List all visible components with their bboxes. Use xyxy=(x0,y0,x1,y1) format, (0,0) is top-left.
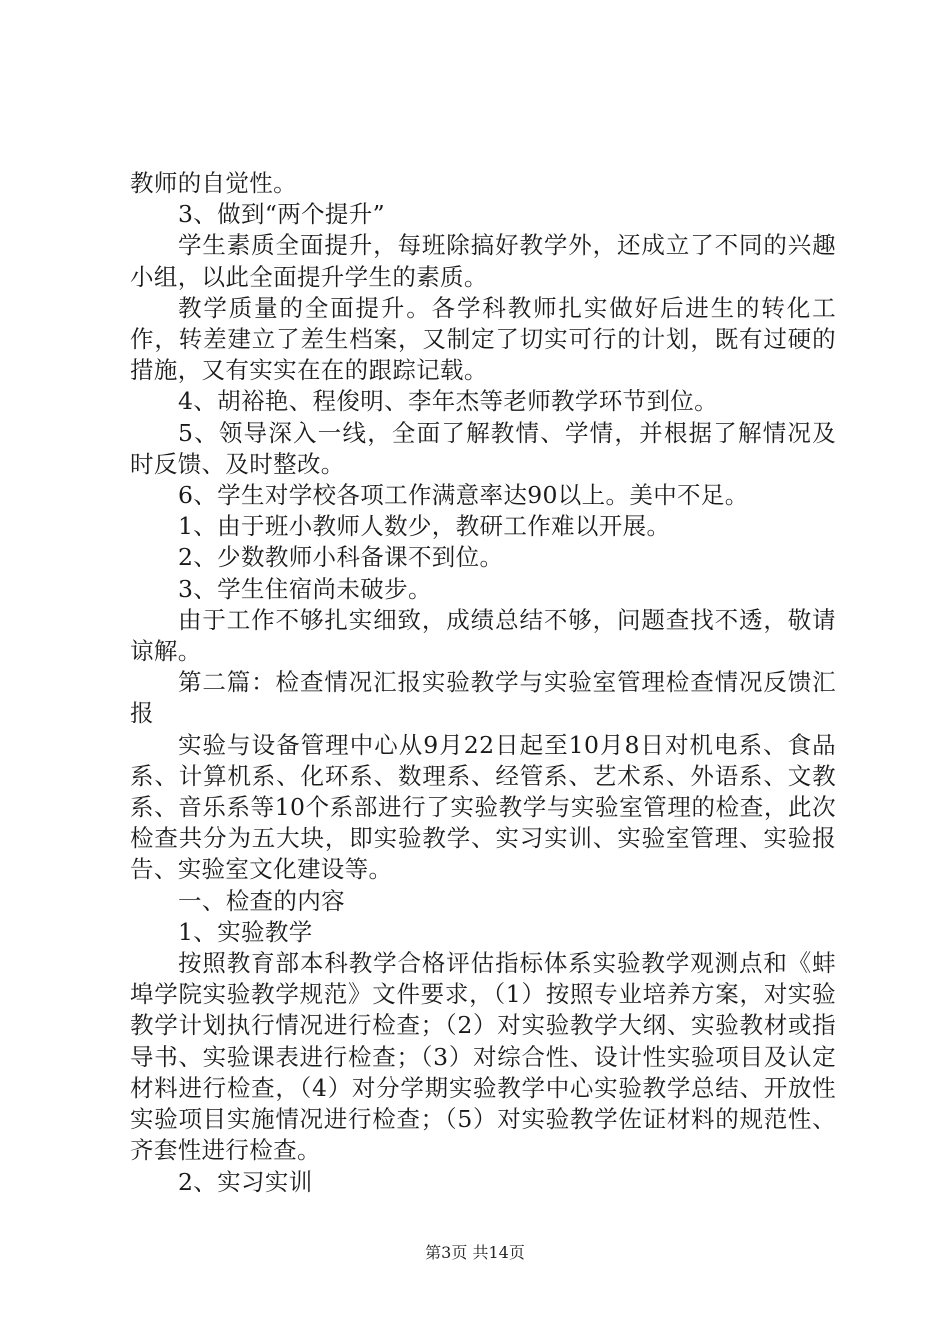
section-heading: 一、检查的内容 xyxy=(178,886,345,915)
list-item: 1、由于班小教师人数少，教研工作难以开展。 xyxy=(178,512,671,541)
document-body xyxy=(130,168,836,1198)
page-footer xyxy=(0,1243,950,1263)
subsection-heading: 2、实习实训 xyxy=(178,1167,313,1196)
list-item: 4、胡裕艳、程俊明、李年杰等老师教学环节到位。 xyxy=(178,387,719,416)
page-total: 共14页 xyxy=(472,1243,525,1262)
paragraph: 按照教育部本科教学合格评估指标体系实验教学观测点和《蚌埠学院实验教学规范》文件要求，（1）按照专业培养方案，对实验教学计划执行情况进行检查；（2）对实验教学大纲、实验教材或指导书、实验课表进行检查；（3）对综合性、设计性实验项目及认定材料进行检查，（4）对分学期实验教学中心实验教学总结、开放性实验项目实施情况进行检查；（5）对实验教学佐证材料的规范性、齐套性进行检查。 xyxy=(130,949,836,1165)
chapter-title: 第二篇：检查情况汇报实验教学与实验室管理检查情况反馈汇报 xyxy=(130,668,836,728)
list-item: 2、少数教师小科备课不到位。 xyxy=(178,543,504,572)
list-item: 6、学生对学校各项工作满意率达90以上。美中不足。 xyxy=(178,481,749,510)
paragraph: 学生素质全面提升，每班除搞好教学外，还成立了不同的兴趣小组，以此全面提升学生的素质。 xyxy=(130,231,836,291)
list-item: 3、学生住宿尚未破步。 xyxy=(178,574,432,603)
subsection-heading: 1、实验教学 xyxy=(178,917,313,946)
paragraph: 实验与设备管理中心从9月22日起至10月8日对机电系、食品系、计算机系、化环系、数理系、经管系、艺术系、外语系、文教系、音乐系等10个系部进行了实验教学与实验室管理的检查，此次检查共分为五大块，即实验教学、实习实训、实验室管理、实验报告、实验室文化建设等。 xyxy=(130,730,836,884)
page-number: 第3页 xyxy=(425,1243,468,1262)
paragraph: 教师的自觉性。 xyxy=(130,169,297,197)
list-item: 5、领导深入一线，全面了解教情、学情，并根据了解情况及时反馈、及时整改。 xyxy=(130,418,836,478)
section-heading: 3、做到“两个提升” xyxy=(178,200,385,229)
paragraph: 由于工作不够扎实细致，成绩总结不够，问题查找不透，敬请谅解。 xyxy=(130,605,836,666)
paragraph: 教学质量的全面提升。各学科教师扎实做好后进生的转化工作，转差建立了差生档案，又制定了切实可行的计划，既有过硬的措施，又有实实在在的跟踪记载。 xyxy=(130,293,836,385)
